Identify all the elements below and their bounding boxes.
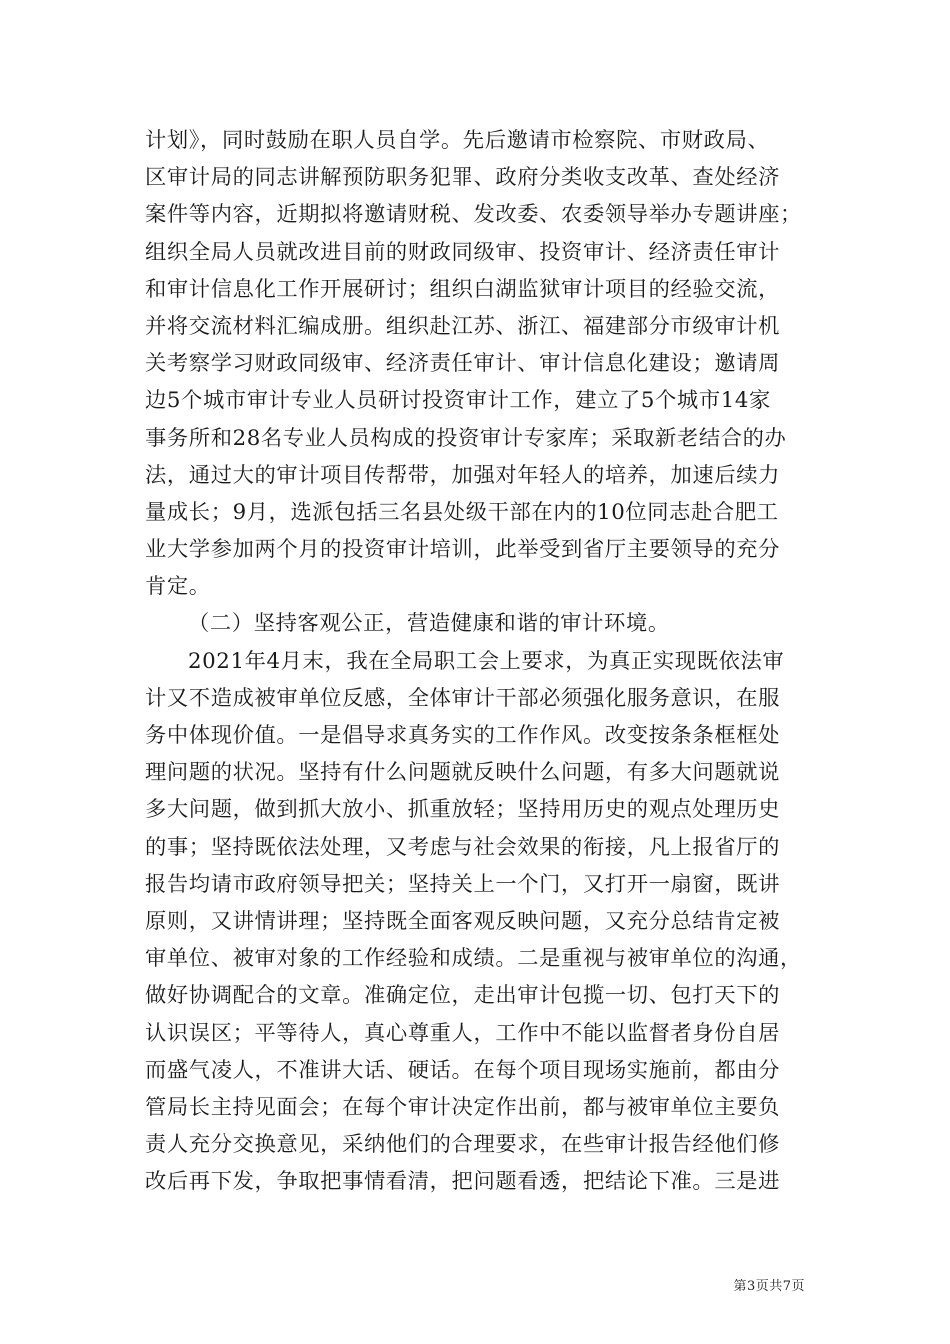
text-line: 组织全局人员就改进目前的财政同级审、投资审计、经济责任审计 — [145, 239, 781, 265]
text-line: 和审计信息化工作开展研讨；组织白湖监狱审计项目的经验交流， — [145, 276, 781, 302]
text-line: 而盛气凌人，不准讲大话、硬话。在每个项目现场实施前，都由分 — [145, 1057, 781, 1083]
text-line: 量成长；9月，选派包括三名县处级干部在内的10位同志赴合肥工 — [145, 499, 779, 525]
text-line: 多大问题，做到抓大放小、抓重放轻；坚持用历史的观点处理历史 — [145, 797, 781, 823]
text-line: 关考察学习财政同级审、经济责任审计、审计信息化建设；邀请周 — [145, 351, 781, 377]
text-line: 案件等内容，近期拟将邀请财税、发改委、农委领导举办专题讲座； — [145, 202, 802, 228]
text-line: 肯定。 — [145, 574, 211, 600]
text-line: 责人充分交换意见，采纳他们的合理要求，在些审计报告经他们修 — [145, 1132, 781, 1158]
text-line: 区审计局的同志讲解预防职务犯罪、政府分类收支改革、查处经济 — [145, 165, 781, 191]
text-line: 务中体现价值。一是倡导求真务实的工作作风。改变按条条框框处 — [145, 723, 781, 748]
page-number: 第3页共7页 — [733, 1279, 805, 1294]
text-line: 的事；坚持既依法处理，又考虑与社会效果的衔接，凡上报省厅的 — [145, 834, 781, 860]
text-line: 事务所和28名专业人员构成的投资审计专家库；采取新老结合的办 — [145, 425, 787, 451]
text-line: 改后再下发，争取把事情看清，把问题看透，把结论下准。三是进 — [145, 1169, 781, 1195]
text-line: 并将交流材料汇编成册。组织赴江苏、浙江、福建部分市级审计机 — [145, 313, 781, 339]
text-line: 计划》，同时鼓励在职人员自学。先后邀请市检察院、市财政局、 — [145, 128, 770, 153]
text-line: 法，通过大的审计项目传帮带，加强对年轻人的培养，加速后续力 — [145, 462, 781, 488]
text-line: 做好协调配合的文章。准确定位，走出审计包揽一切、包打天下的 — [145, 983, 781, 1009]
text-line: 2021年4月末，我在全局职工会上要求，为真正实现既依法审 — [188, 648, 785, 674]
document-body — [145, 122, 810, 1200]
text-line: 业大学参加两个月的投资审计培训，此举受到省厅主要领导的充分 — [145, 537, 781, 563]
text-line: 理问题的状况。坚持有什么问题就反映什么问题，有多大问题就说 — [145, 760, 781, 786]
text-line: 认识误区；平等待人，真心尊重人，工作中不能以监督者身份自居 — [145, 1020, 781, 1046]
text-line: 审单位、被审对象的工作经验和成绩。二是重视与被审单位的沟通， — [145, 946, 802, 972]
text-line: 报告均请市政府领导把关；坚持关上一个门，又打开一扇窗，既讲 — [145, 871, 781, 897]
section-heading: （二）坚持客观公正，营造健康和谐的审计环境。 — [188, 611, 670, 637]
text-line: 边5个城市审计专业人员研讨投资审计工作，建立了5个城市14家 — [145, 388, 771, 414]
text-line: 管局长主持见面会；在每个审计决定作出前，都与被审单位主要负 — [145, 1094, 781, 1120]
text-line: 原则，又讲情讲理；坚持既全面客观反映问题，又充分总结肯定被 — [145, 908, 781, 934]
text-line: 计又不造成被审单位反感，全体审计干部必须强化服务意识，在服 — [145, 685, 781, 711]
